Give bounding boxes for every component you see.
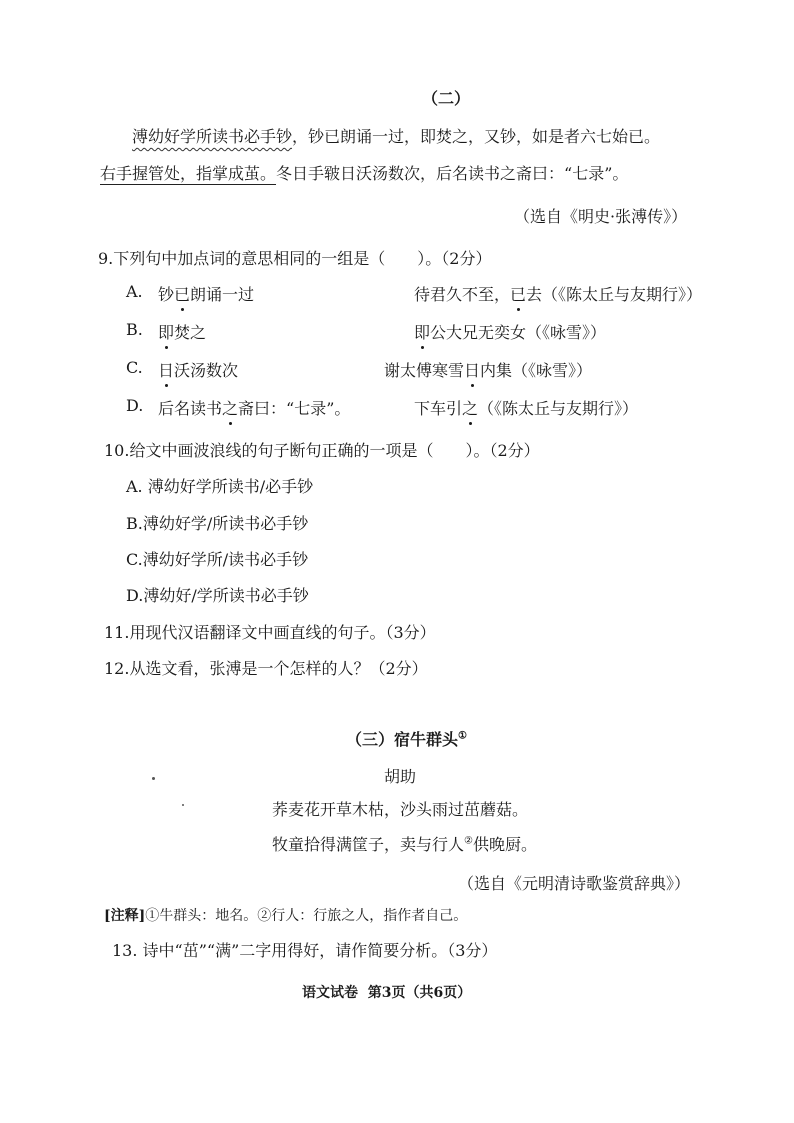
emphasis-dot-char: 已 bbox=[510, 282, 526, 305]
emphasis-dot-char: 日 bbox=[158, 358, 174, 381]
passage-line-2 bbox=[100, 161, 628, 184]
emphasis-dot-char: 之 bbox=[222, 396, 238, 419]
emphasis-dot-char: 之 bbox=[462, 396, 478, 419]
page-footer: 语文试卷 第3页（共6页） bbox=[302, 985, 472, 1001]
question-11: 11.用现代汉语翻译文中画直线的句子。（3分） bbox=[104, 623, 436, 642]
scan-speck bbox=[182, 804, 184, 806]
poem-notes: [注释]①牛群头：地名。②行人：行旅之人，指作者自己。 bbox=[104, 908, 468, 924]
scan-speck bbox=[152, 777, 155, 780]
q9-option-d-left: 后名读书之斋曰：“七录”。 bbox=[158, 396, 350, 419]
poem-title: （三）宿牛群头① bbox=[346, 730, 467, 749]
poem-line-2: 牧童拾得满筐子，卖与行人②供晚厨。 bbox=[272, 835, 537, 854]
q9-option-a-left: 钞已朗诵一过 bbox=[158, 282, 254, 305]
q9-option-d-right: 下车引之（《陈太丘与友期行》） bbox=[414, 396, 638, 419]
section-heading: （二） bbox=[422, 89, 471, 108]
q9-option-c-left: 日沃汤数次 bbox=[158, 358, 238, 381]
passage-source: （选自《明史·张溥传》） bbox=[514, 207, 688, 226]
q10-option-c: C.溥幼好学所/读书必手钞 bbox=[126, 550, 309, 569]
passage-text: 冬日手皲日沃汤数次，后名读书之斋曰：“七录”。 bbox=[276, 164, 629, 183]
emphasis-dot-char: 已 bbox=[174, 282, 190, 305]
q9-option-b-left: 即焚之 bbox=[158, 320, 206, 343]
passage-line-1 bbox=[132, 124, 660, 147]
q9-option-b-right: 即公大兄无奕女（《咏雪》） bbox=[414, 320, 606, 343]
poem-source: （选自《元明清诗歌鉴赏辞典》） bbox=[458, 874, 691, 893]
q10-option-a: A. 溥幼好学所读书/必手钞 bbox=[126, 477, 314, 496]
underlined-sentence: 右手握管处，指掌成茧。 bbox=[100, 164, 277, 183]
question-13: 13. 诗中“茁”“满”二字用得好，请作简要分析。（3分） bbox=[112, 941, 498, 960]
q9-option-c-label: C. bbox=[126, 358, 143, 377]
question-9-stem: 9.下列句中加点词的意思相同的一组是（ ）。（2分） bbox=[98, 249, 492, 268]
q9-option-c-right: 谢太傅寒雪日内集（《咏雪》） bbox=[384, 358, 592, 381]
q9-option-b-label: B. bbox=[126, 320, 143, 339]
q10-option-b: B.溥幼好学/所读书必手钞 bbox=[126, 514, 309, 533]
emphasis-dot-char: 即 bbox=[158, 320, 174, 343]
poem-author: 胡助 bbox=[384, 767, 417, 786]
q9-option-d-label: D. bbox=[126, 396, 144, 415]
question-12: 12.从选文看，张溥是一个怎样的人？（2分） bbox=[104, 659, 428, 678]
emphasis-dot-char: 日 bbox=[464, 358, 480, 381]
q10-option-d: D.溥幼好/学所读书必手钞 bbox=[126, 586, 309, 605]
q9-option-a-label: A. bbox=[126, 282, 143, 301]
passage-text: ，钞已朗诵一过，即焚之，又钞，如是者六七始已。 bbox=[292, 127, 661, 146]
wavy-sentence: 溥幼好学所读书必手钞 bbox=[132, 127, 293, 146]
q9-option-a-right: 待君久不至，已去（《陈太丘与友期行》） bbox=[414, 282, 702, 305]
emphasis-dot-char: 即 bbox=[414, 320, 430, 343]
poem-line-1: 荞麦花开草木枯，沙头雨过茁蘑菇。 bbox=[272, 800, 529, 819]
question-10-stem: 10.给文中画波浪线的句子断句正确的一项是（ ）。（2分） bbox=[104, 441, 540, 460]
